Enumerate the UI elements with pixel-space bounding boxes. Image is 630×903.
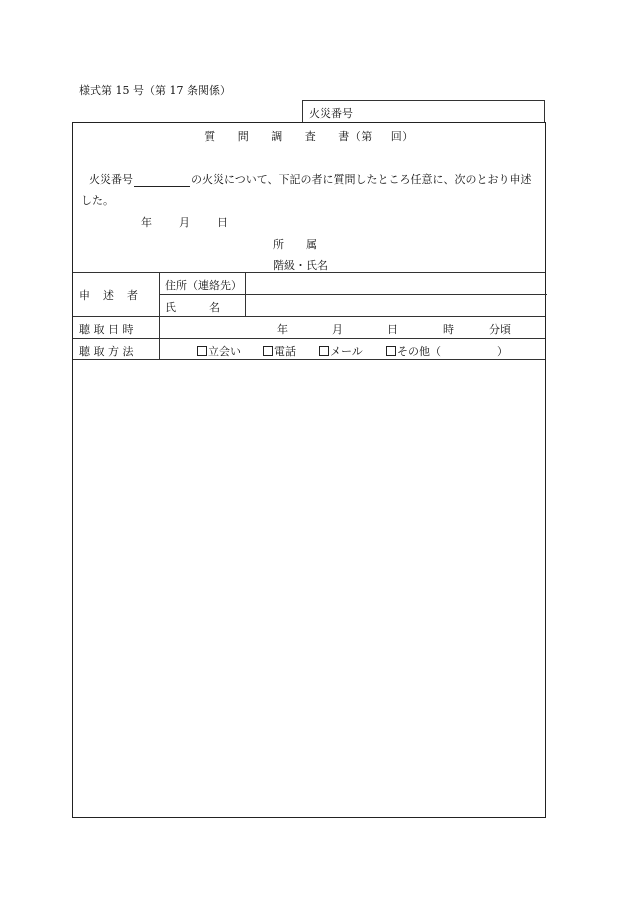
checkbox-icon[interactable] bbox=[263, 346, 273, 356]
statement-body-area[interactable] bbox=[74, 361, 544, 816]
hearing-method-label: 聴 取 方 法 bbox=[79, 345, 134, 358]
affiliation-label: 所 属 bbox=[273, 238, 317, 251]
intro-statement bbox=[89, 171, 532, 187]
intro-prefix: 火災番号 bbox=[89, 173, 133, 186]
datetime-minute-unit: 分頃 bbox=[489, 323, 511, 336]
datetime-hour-unit: 時 bbox=[443, 323, 454, 336]
inquiry-form-frame bbox=[72, 122, 546, 818]
date-month: 月 bbox=[179, 216, 190, 229]
title-char: 書 bbox=[338, 130, 350, 143]
intro-statement-line2: した。 bbox=[81, 194, 114, 207]
declarant-label: 申 述 者 bbox=[79, 289, 139, 302]
fire-number-label: 火災番号 bbox=[309, 107, 353, 120]
method-other-close: ） bbox=[497, 345, 508, 358]
statement-date bbox=[141, 214, 228, 230]
title-suffix-open: （第 bbox=[349, 130, 373, 143]
fire-number-box[interactable] bbox=[302, 100, 545, 122]
title-char: 問 bbox=[237, 130, 250, 143]
method-email-label: メール bbox=[330, 345, 363, 358]
hearing-method-options bbox=[160, 339, 546, 359]
method-bottom-border bbox=[73, 359, 545, 360]
fire-number-blank[interactable] bbox=[134, 175, 190, 187]
hearing-datetime-field[interactable] bbox=[160, 317, 546, 338]
title-suffix-close: 回） bbox=[390, 130, 414, 143]
form-title bbox=[73, 128, 545, 144]
name-label: 氏 名 bbox=[165, 301, 220, 314]
name-field[interactable] bbox=[246, 295, 546, 316]
checkbox-icon[interactable] bbox=[386, 346, 396, 356]
title-char: 質 bbox=[204, 130, 216, 143]
title-char: 調 bbox=[271, 130, 283, 143]
title-char: 査 bbox=[304, 130, 317, 143]
intro-suffix: の火災について、下記の者に質問したところ任意に、次のとおり申述 bbox=[191, 173, 532, 186]
address-field[interactable] bbox=[246, 273, 546, 294]
datetime-year-unit: 年 bbox=[277, 323, 288, 336]
checkbox-icon[interactable] bbox=[197, 346, 207, 356]
method-email[interactable] bbox=[319, 343, 363, 359]
method-in-person-label: 立会い bbox=[208, 345, 241, 358]
datetime-day-unit: 日 bbox=[387, 323, 398, 336]
date-day: 日 bbox=[217, 216, 228, 229]
checkbox-icon[interactable] bbox=[319, 346, 329, 356]
address-label: 住所（連絡先） bbox=[165, 279, 242, 292]
form-number-header: 様式第 15 号（第 17 条関係） bbox=[79, 84, 231, 97]
method-phone[interactable] bbox=[263, 343, 296, 359]
method-phone-label: 電話 bbox=[274, 345, 296, 358]
datetime-month-unit: 月 bbox=[332, 323, 343, 336]
method-other-label: その他（ bbox=[397, 345, 441, 358]
method-in-person[interactable] bbox=[197, 343, 241, 359]
hearing-datetime-label: 聴 取 日 時 bbox=[79, 323, 134, 336]
rank-name-label: 階級・氏名 bbox=[273, 259, 328, 272]
date-year: 年 bbox=[141, 216, 152, 229]
method-other[interactable] bbox=[386, 343, 441, 359]
